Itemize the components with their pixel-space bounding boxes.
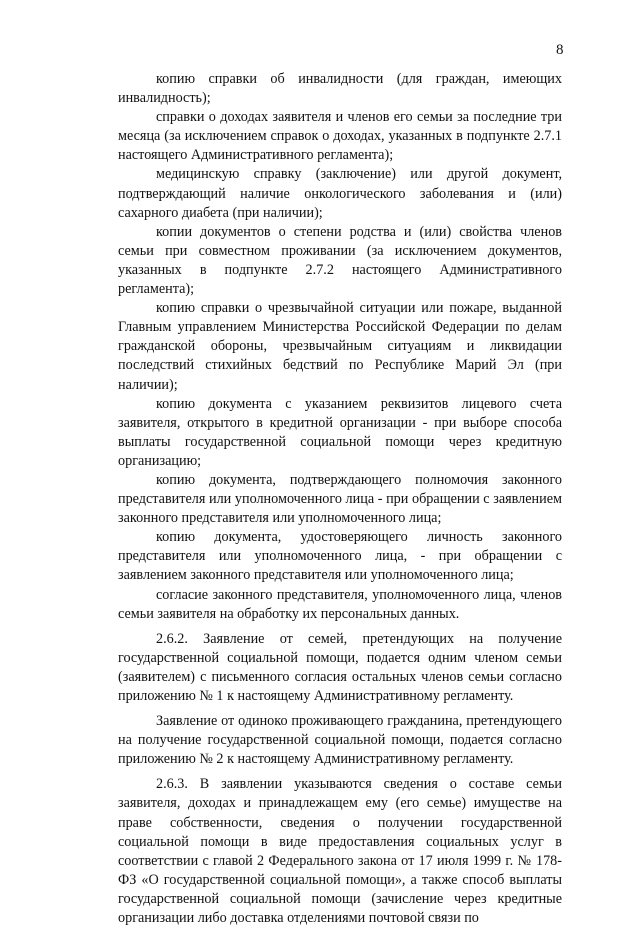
list-item-bank-account-document: копию документа с указанием реквизитов лицевого счета заявителя, открытого в кредитной организации - при выборе способа выплаты государственной социальной помощи через кредитную организацию;	[118, 395, 562, 469]
list-item-identity-document: копию документа, удостоверяющего личность законного представителя или уполномоченного лица, - при обращении с заявлением законного представителя или уполномоченного лица;	[118, 529, 562, 584]
list-item-kinship-documents: копии документов о степени родства и (или) свойства членов семьи при совместном проживании (за исключением документов, указанных в подпункте 2.7.2 настоящего Административного регламента);	[118, 223, 562, 298]
list-item-emergency-certificate: копию справки о чрезвычайной ситуации или пожаре, выданной Главным управлением Министерства Российской Федерации по делам гражданской обороны, чрезвычайным ситуациям и ликвидации последствий стихийных бедствий по Республике Марий Эл (при наличии);	[118, 300, 562, 393]
list-item-personal-data-consent: согласие законного представителя, уполномоченного лица, членов семьи заявителя на обработку их персональных данных.	[118, 586, 562, 622]
page-number: 8	[556, 42, 564, 58]
paragraph-2-6-3: 2.6.3. В заявлении указываются сведения о составе семьи заявителя, доходах и принадлежащем ему (его семье) имуществе на праве собственности, сведения о получении государственной социальной помощи в виде предоставления социальных услуг в соответствии с главой 2 Федерального закона от 17 июля 1999 г. № 178-ФЗ «О государственной социальной помощи», а также способ выплаты государственной социальной помощи (зачисление через кредитные организации либо доставка отделениями почтовой связи по	[118, 776, 562, 927]
list-item-authority-document: копию документа, подтверждающего полномочия законного представителя или уполномоченного лица - при обращении с заявлением законного представителя или уполномоченного лица;	[118, 471, 562, 527]
paragraph-single-citizen: Заявление от одиноко проживающего гражданина, претендующего на получение государственной социальной помощи, подается согласно приложению № 2 к настоящему Административному регламенту.	[118, 713, 562, 768]
list-item-medical-certificate: медицинскую справку (заключение) или другой документ, подтверждающий наличие онкологического заболевания и (или) сахарного диабета (при наличии);	[118, 166, 562, 221]
list-item-disability-certificate: копию справки об инвалидности (для граждан, имеющих инвалидность);	[118, 71, 562, 107]
list-item-income-certificates: справки о доходах заявителя и членов его семьи за последние три месяца (за исключением справок о доходах, указанных в подпункте 2.7.1 настоящего Административного регламента);	[118, 109, 562, 164]
paragraph-2-6-2: 2.6.2. Заявление от семей, претендующих на получение государственной социальной помощи, подается одним членом семьи (заявителем) с письменного согласия остальных членов семьи согласно приложению № 1 к настоящему Административному регламенту.	[118, 630, 562, 704]
document-body	[118, 70, 562, 928]
